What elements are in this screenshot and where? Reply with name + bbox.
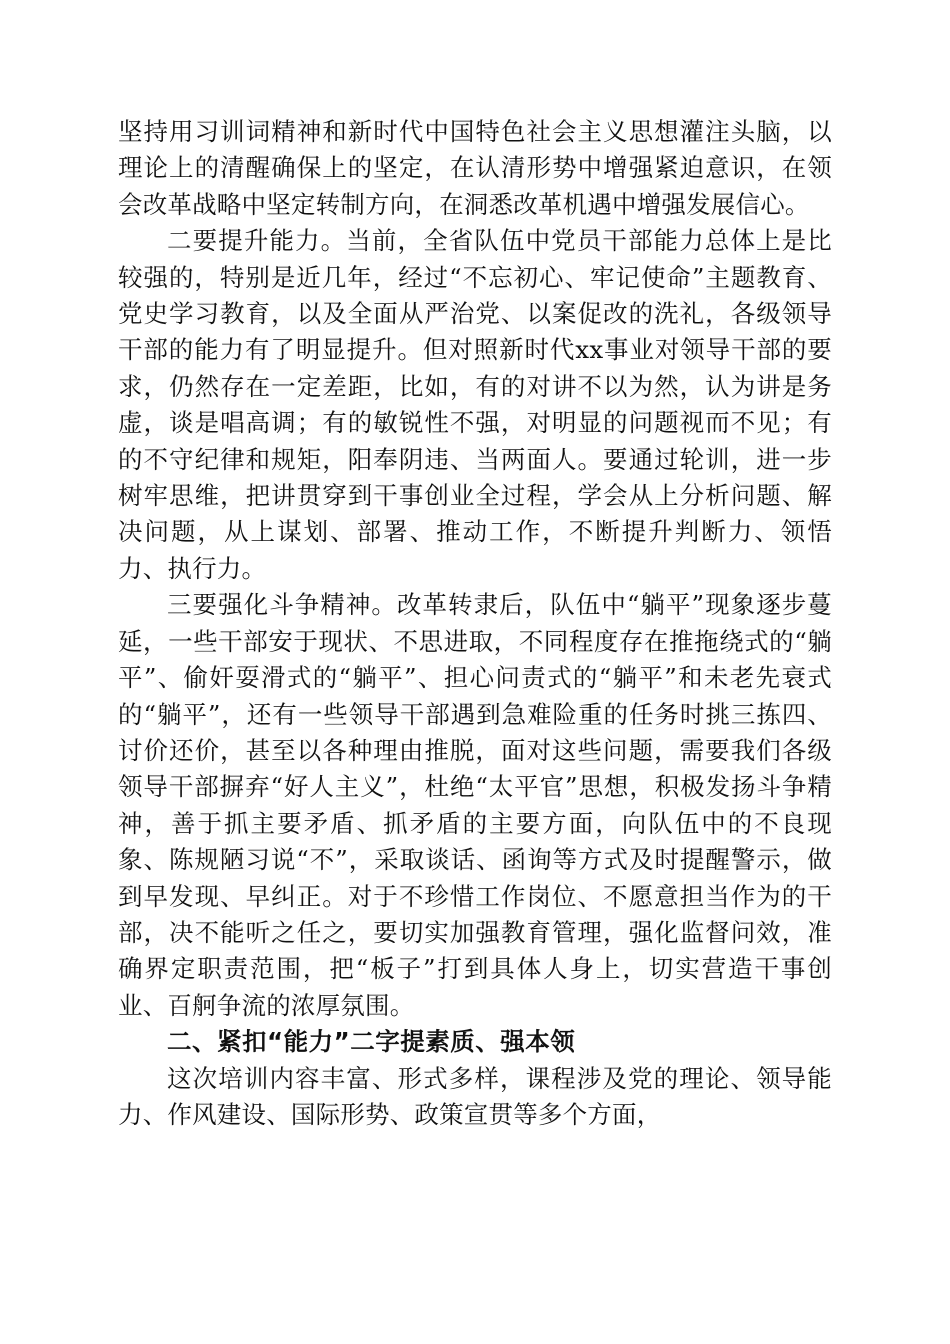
document-body bbox=[118, 114, 832, 1133]
paragraph-continuation: 坚持用习训词精神和新时代中国特色社会主义思想灌注头脑，以理论上的清醒确保上的坚定，在认清形势中增强紧迫意识，在领会改革战略中坚定转制方向，在洞悉改革机遇中增强发展信心。 bbox=[118, 117, 832, 219]
paragraph-improve-ability: 二要提升能力。当前，全省队伍中党员干部能力总体上是比较强的，特别是近几年，经过“不忘初心、牢记使命”主题教育、党史学习教育，以及全面从严治党、以案促改的洗礼，各级领导干部的能力有了明显提升。但对照新时代xx事业对领导干部的要求，仍然存在一定差距，比如，有的对讲不以为然，认为讲是务虚，谈是唱高调；有的敏锐性不强，对明显的问题视而不见；有的不守纪律和规矩，阳奉阴违、当两面人。要通过轮训，进一步树牢思维，把讲贯穿到干事创业全过程，学会从上分析问题、解决问题，从上谋划、部署、推动工作，不断提升判断力、领悟力、执行力。 bbox=[118, 226, 832, 583]
paragraph-training-content: 这次培训内容丰富、形式多样，课程涉及党的理论、领导能力、作风建设、国际形势、政策宣贯等多个方面， bbox=[118, 1063, 832, 1129]
paragraph-fighting-spirit: 三要强化斗争精神。改革转隶后，队伍中“躺平”现象逐步蔓延，一些干部安于现状、不思进取，不同程度存在推拖绕式的“躺平”、偷奸耍滑式的“躺平”、担心问责式的“躺平”和未老先衰式的“躺平”，还有一些领导干部遇到急难险重的任务时挑三拣四、讨价还价，甚至以各种理由推脱，面对这些问题，需要我们各级领导干部摒弃“好人主义”，杜绝“太平官”思想，积极发扬斗争精神，善于抓主要矛盾、抓矛盾的主要方面，向队伍中的不良现象、陈规陋习说“不”，采取谈话、函询等方式及时提醒警示，做到早发现、早纠正。对于不珍惜工作岗位、不愿意担当作为的干部，决不能听之任之，要切实加强教育管理，强化监督问效，准确界定职责范围，把“板子”打到具体人身上，切实营造干事创业、百舸争流的浓厚氛围。 bbox=[118, 590, 832, 1020]
section-heading: 二、紧扣“能力”二字提素质、强本领 bbox=[167, 1027, 576, 1057]
